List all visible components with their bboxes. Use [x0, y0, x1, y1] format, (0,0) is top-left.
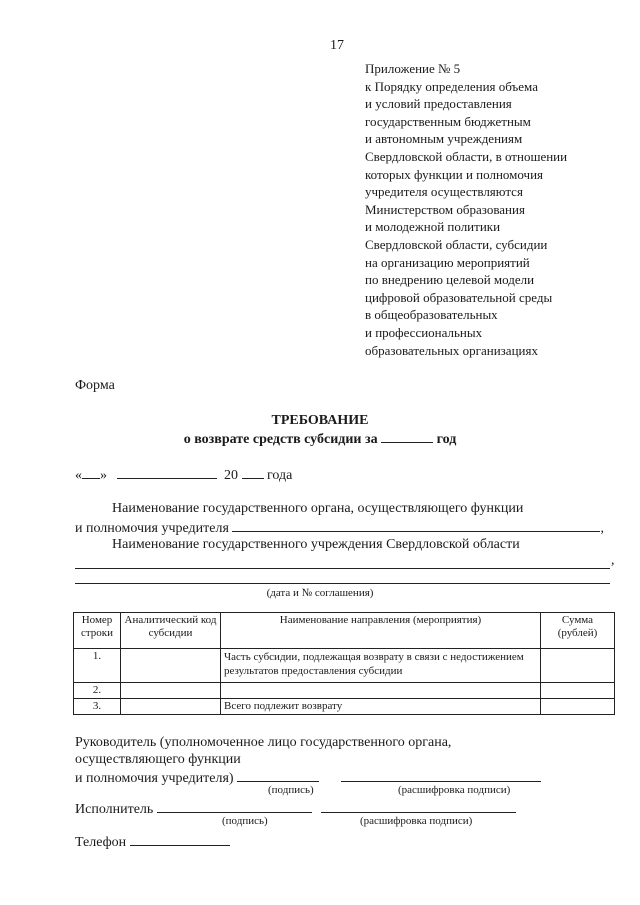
year-blank[interactable]	[381, 430, 433, 443]
appendix-line: государственным бюджетным	[365, 113, 531, 129]
header-code: Аналитический код субсидии	[121, 613, 221, 649]
row1-sum[interactable]	[541, 649, 615, 683]
appendix-line: цифровой образовательной среды	[365, 289, 553, 305]
appendix-line: и молодежной политики	[365, 219, 501, 235]
head-line2: осуществляющего функции	[75, 752, 241, 767]
appendix-block	[365, 60, 567, 359]
executor-label: Исполнитель	[75, 802, 154, 817]
institution-comma: ,	[611, 553, 615, 568]
appendix-line: на организацию мероприятий	[365, 254, 530, 270]
executor-decode-caption: (расшифровка подписи)	[360, 815, 473, 827]
subtitle-suffix: год	[436, 432, 457, 447]
row2-num: 2.	[74, 683, 121, 699]
appendix-line: образовательных организациях	[365, 342, 538, 358]
date-close-quote: »	[100, 468, 107, 483]
executor-decode-blank[interactable]	[321, 800, 516, 813]
table-header-row	[74, 613, 615, 649]
appendix-line: которых функции и полномочия	[365, 166, 544, 182]
appendix-line: по внедрению целевой модели	[365, 272, 535, 288]
appendix-line: Министерством образования	[365, 201, 525, 217]
phone-blank[interactable]	[130, 833, 230, 846]
appendix-line: и профессиональных	[365, 324, 483, 340]
row1-num: 1.	[74, 649, 121, 683]
page-number: 17	[330, 38, 344, 53]
row3-name: Всего подлежит возврату	[221, 699, 541, 715]
row3-sum[interactable]	[541, 699, 615, 715]
appendix-line: Свердловской области, субсидии	[365, 236, 548, 252]
table-row	[74, 699, 615, 715]
organ-comma: ,	[600, 521, 604, 536]
head-sign-caption: (подпись)	[268, 784, 314, 796]
appendix-line: в общеобразовательных	[365, 307, 498, 323]
organ-name-blank[interactable]	[232, 519, 600, 532]
row2-sum[interactable]	[541, 683, 615, 699]
refund-table	[73, 612, 615, 715]
head-decode-caption: (расшифровка подписи)	[398, 784, 511, 796]
date-line	[75, 466, 292, 484]
form-label: Форма	[75, 378, 115, 393]
table-row	[74, 683, 615, 699]
appendix-line: и автономным учреждениям	[365, 131, 523, 147]
head-line1: Руководитель (уполномоченное лицо государственного органа,	[75, 735, 452, 750]
date-open-quote: «	[75, 468, 82, 483]
row2-code[interactable]	[121, 683, 221, 699]
appendix-line: учредителя осуществляются	[365, 184, 523, 200]
head-decode-blank[interactable]	[341, 769, 541, 782]
year-prefix: 20	[224, 468, 238, 483]
organ-name-prefix: и полномочия учредителя	[75, 521, 229, 536]
agreement-caption: (дата и № соглашения)	[266, 587, 374, 599]
appendix-line: и условий предоставления	[365, 96, 512, 112]
document-subtitle	[0, 430, 640, 448]
appendix-line: к Порядку определения объема	[365, 78, 538, 94]
row2-name[interactable]	[221, 683, 541, 699]
phone-line	[75, 833, 230, 851]
header-name: Наименование направления (мероприятия)	[221, 613, 541, 649]
year-digits-blank[interactable]	[242, 466, 264, 479]
row1-code[interactable]	[121, 649, 221, 683]
day-blank[interactable]	[82, 466, 100, 479]
row3-code[interactable]	[121, 699, 221, 715]
head-sign-blank[interactable]	[237, 769, 319, 782]
head-line3-prefix: и полномочия учредителя)	[75, 771, 234, 786]
month-blank[interactable]	[117, 466, 217, 479]
organ-name-line: Наименование государственного органа, осуществляющего функции	[112, 501, 524, 516]
phone-label: Телефон	[75, 835, 127, 850]
row3-num: 3.	[74, 699, 121, 715]
executor-sign-blank[interactable]	[157, 800, 312, 813]
appendix-line: Приложение № 5	[365, 61, 461, 76]
institution-name-blank[interactable]	[75, 568, 610, 569]
year-suffix: года	[267, 468, 293, 483]
executor-sign-caption: (подпись)	[222, 815, 268, 827]
subtitle-prefix: о возврате средств субсидии за	[183, 432, 378, 447]
row1-name: Часть субсидии, подлежащая возврату в связи с недостижением результатов предоставления субсидии	[221, 649, 541, 683]
agreement-blank[interactable]	[75, 583, 610, 584]
organ-name-line2	[75, 519, 604, 537]
appendix-line: Свердловской области, в отношении	[365, 148, 568, 164]
institution-name-line: Наименование государственного учреждения Свердловской области	[112, 537, 520, 552]
document-title: ТРЕБОВАНИЕ	[271, 413, 369, 428]
table-row	[74, 649, 615, 683]
header-sum: Сумма (рублей)	[541, 613, 615, 649]
header-row-number: Номер строки	[74, 613, 121, 649]
